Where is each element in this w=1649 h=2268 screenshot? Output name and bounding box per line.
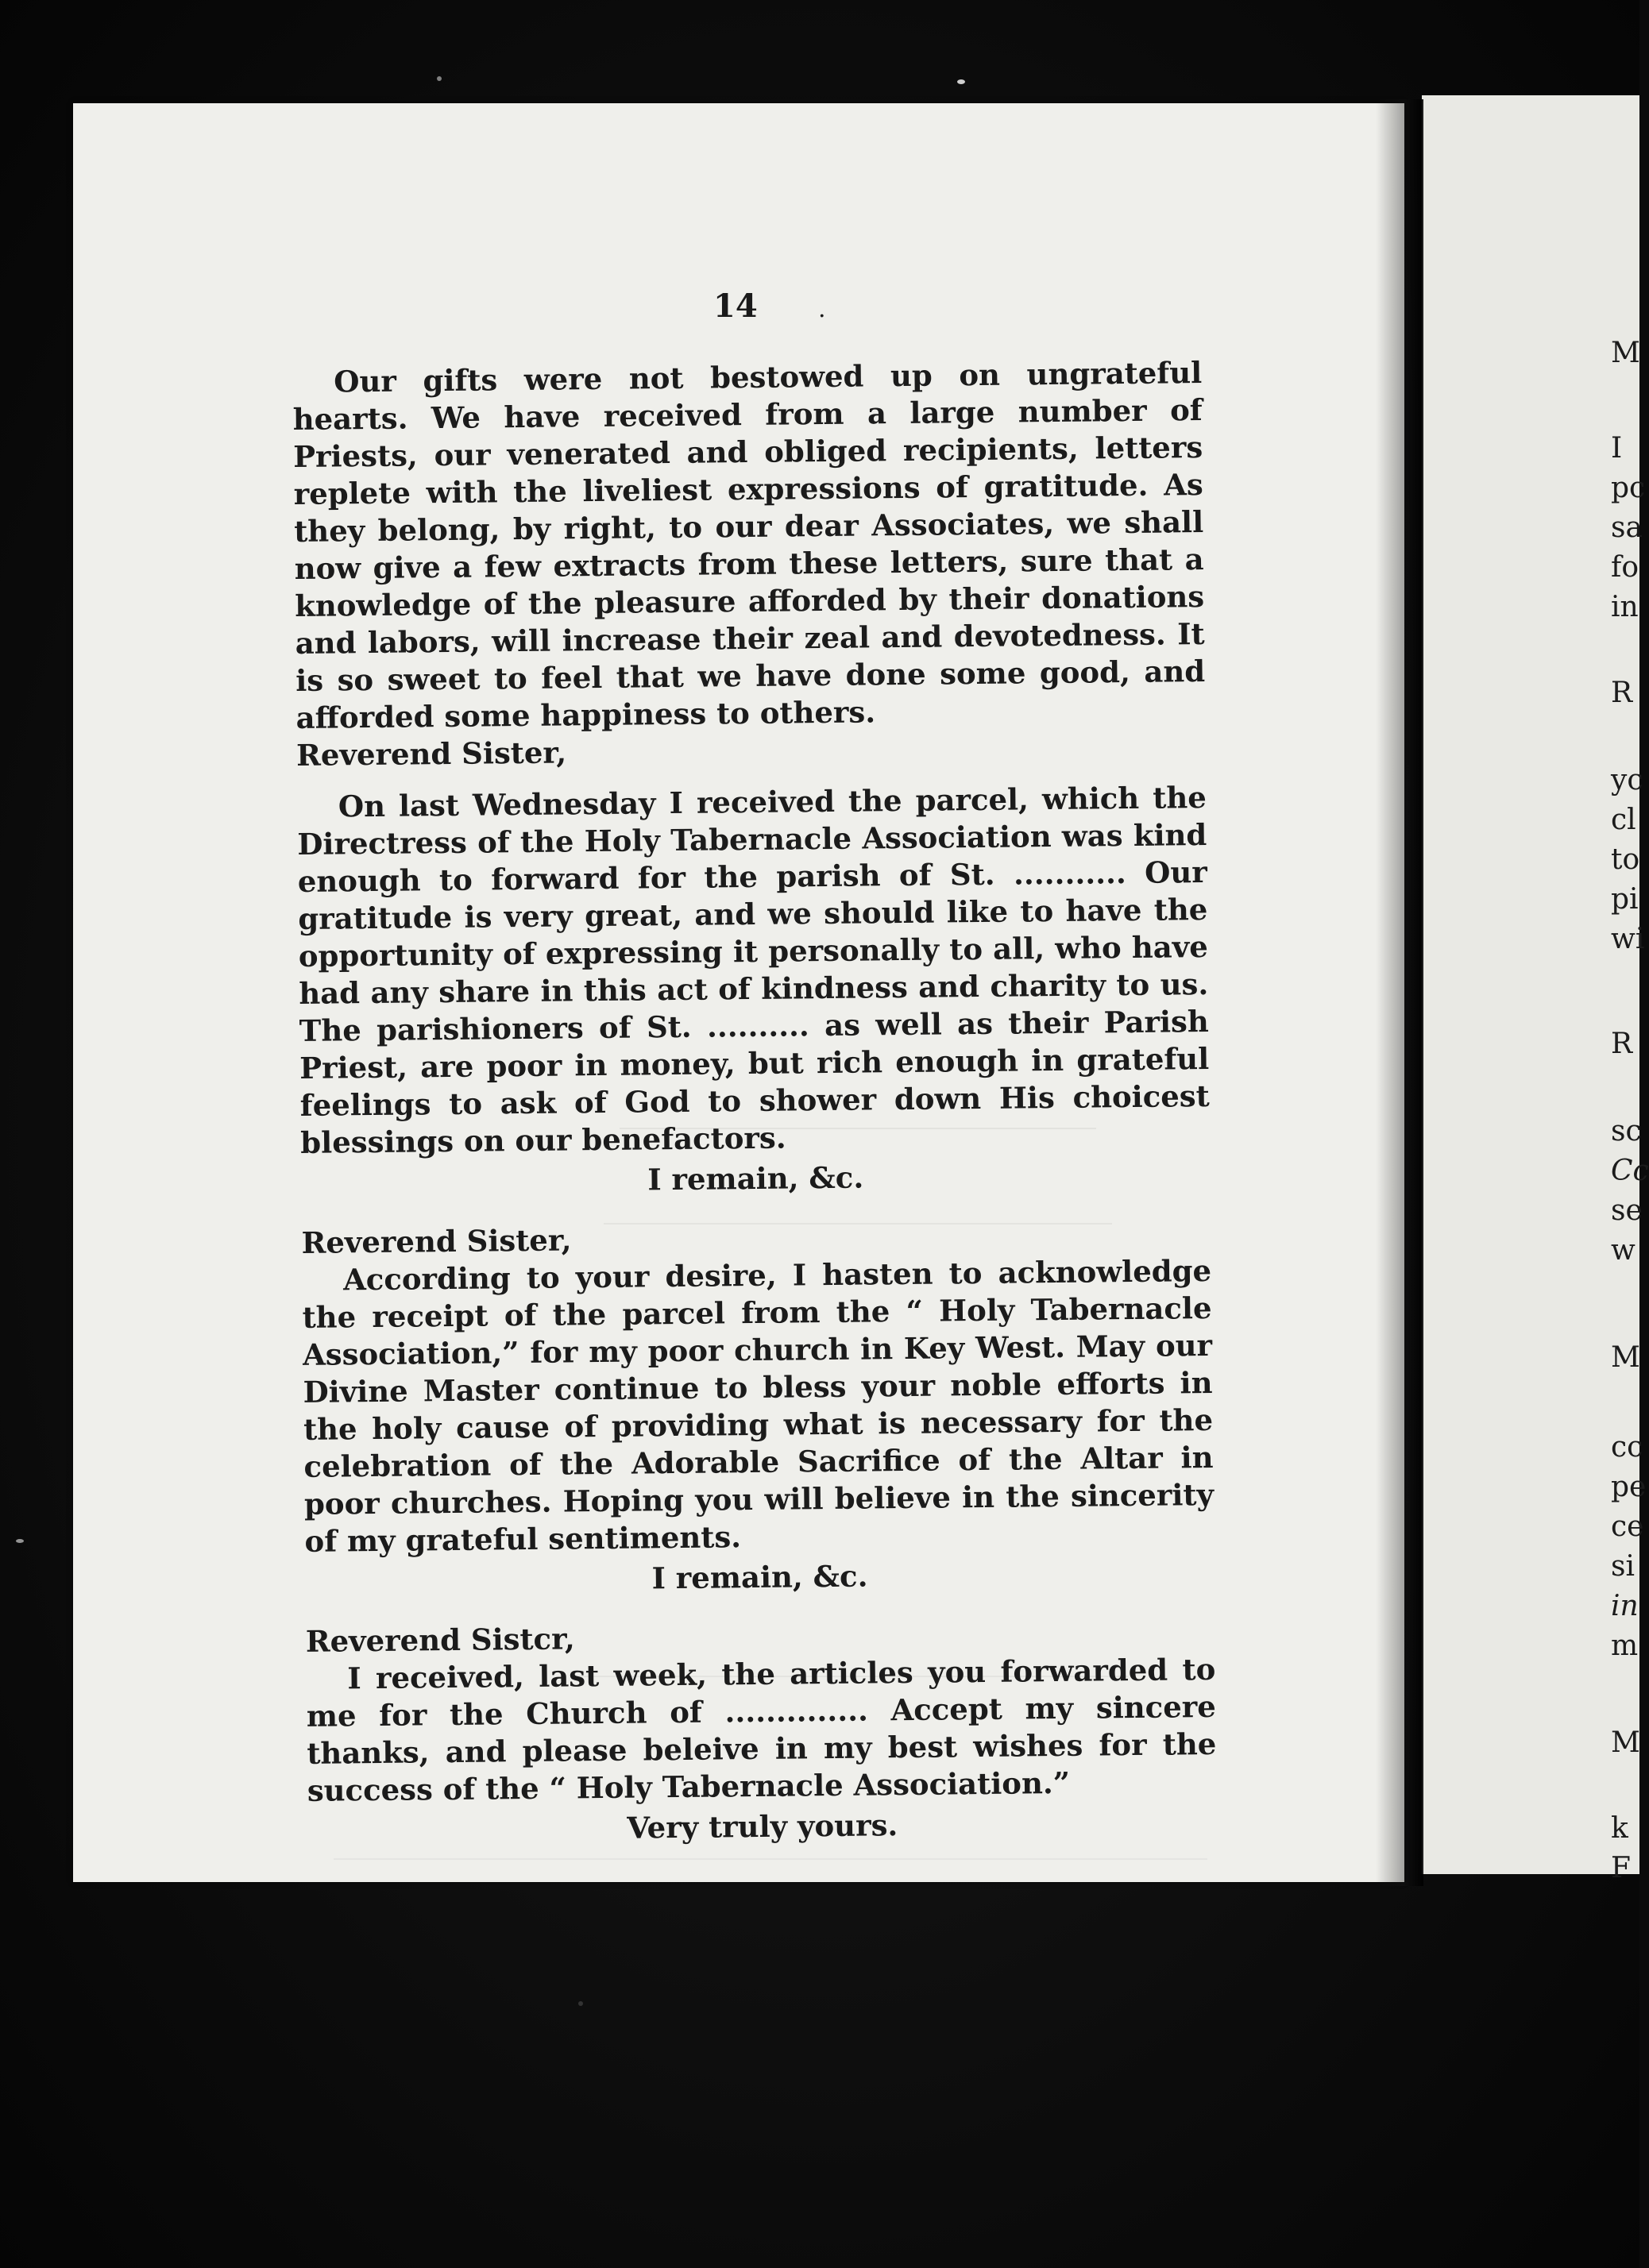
facing-fragment: M [1611, 1726, 1640, 1759]
gutter-shadow [1376, 99, 1423, 1886]
facing-fragment: pi [1611, 883, 1639, 916]
facing-fragment: ce [1611, 1510, 1644, 1543]
facing-fragment: I [1611, 432, 1623, 465]
letter-1-body: On last Wednesday I received the parcel, which the Directress of the Holy Tabernacle Association was kind enough to forward for the parish of St. ........... Our gratitude is very great, and we should like to have the opportunity of expressing it personally to all, who have had any share in this act of kindness and charity to us. The parishioners of St. .......... as well as their Parish Priest, are poor in money, but rich enough in grateful feelings to ask of God to shower down His choicest blessings on our benefactors. [297, 779, 1210, 1160]
letter-1-closing: I remain, &c. [647, 1159, 864, 1198]
page-text [292, 354, 1218, 1873]
facing-fragment: M [1611, 1341, 1640, 1374]
print-mark: . [818, 295, 826, 323]
facing-fragment: in [1611, 591, 1639, 623]
facing-fragment: Cc [1611, 1155, 1649, 1187]
facing-fragment: F [1611, 1852, 1631, 1884]
letter-3-body: I received, last week, the articles you forwarded to me for the Church of .............. Accept my sincere thanks, and please beleive in my best wishes for the success of the “ Holy Tabernacle Association.” [306, 1651, 1217, 1808]
facing-fragment: wi [1611, 923, 1645, 955]
letter-3-closing: Very truly yours. [627, 1807, 898, 1846]
facing-fragment: fo [1611, 551, 1639, 584]
letter-2-closing: I remain, &c. [651, 1558, 868, 1596]
scan-speck [957, 79, 965, 84]
facing-fragment: yc [1611, 764, 1643, 796]
letter-1-salutation: Reverend Sister, [295, 735, 567, 773]
intro-paragraph: Our gifts were not bestowed up on ungrateful hearts. We have received from a large number of Priests, our venerated and obliged recipients, letters replete with the liveliest expressions of gratitude. As they belong, by right, to our dear Associates, we shall now give a few extracts from these letters, sure that a knowledge of the pleasure afforded by their donations and labors, will increase their zeal and devotedness. It is so sweet to feel that we have done some good, and afforded some happiness to others. [292, 355, 1206, 735]
facing-page [1422, 95, 1639, 1874]
facing-fragment: R [1611, 1028, 1633, 1060]
page-number: 14 [713, 287, 758, 325]
facing-fragment: cl [1611, 804, 1636, 836]
facing-fragment: R [1611, 677, 1633, 709]
facing-fragment: m [1611, 1630, 1639, 1662]
facing-fragment: sc [1611, 1115, 1642, 1148]
letter-3-salutation: Reverend Sistcr, [305, 1621, 575, 1659]
scan-speck [16, 1539, 24, 1543]
facing-fragment: si [1611, 1550, 1635, 1583]
letter-2-salutation: Reverend Sister, [301, 1222, 572, 1260]
facing-fragment: to [1611, 843, 1640, 876]
facing-fragment: cc [1611, 1431, 1643, 1464]
letter-2-body: According to your desire, I hasten to acknowledge the receipt of the parcel from the “ Holy Tabernacle Association,” for my poor church in Key West. May our Divine Master continue to bless your noble efforts in the holy cause of providing what is necessary for the celebration of the Adorable Sacrifice of the Altar in poor churches. Hoping you will believe in the sincerity of my grateful sentiments. [302, 1252, 1215, 1559]
facing-fragment: se [1611, 1194, 1643, 1227]
facing-fragment: pe [1611, 1471, 1647, 1503]
facing-fragment: M [1611, 337, 1640, 369]
facing-fragment: w [1611, 1234, 1635, 1267]
facing-fragment: pc [1611, 472, 1646, 504]
scan-speck [437, 76, 442, 81]
facing-fragment: sa [1611, 511, 1643, 544]
facing-fragment: in [1611, 1590, 1639, 1622]
scan-speck [578, 2001, 583, 2006]
facing-fragment: k [1611, 1812, 1628, 1845]
